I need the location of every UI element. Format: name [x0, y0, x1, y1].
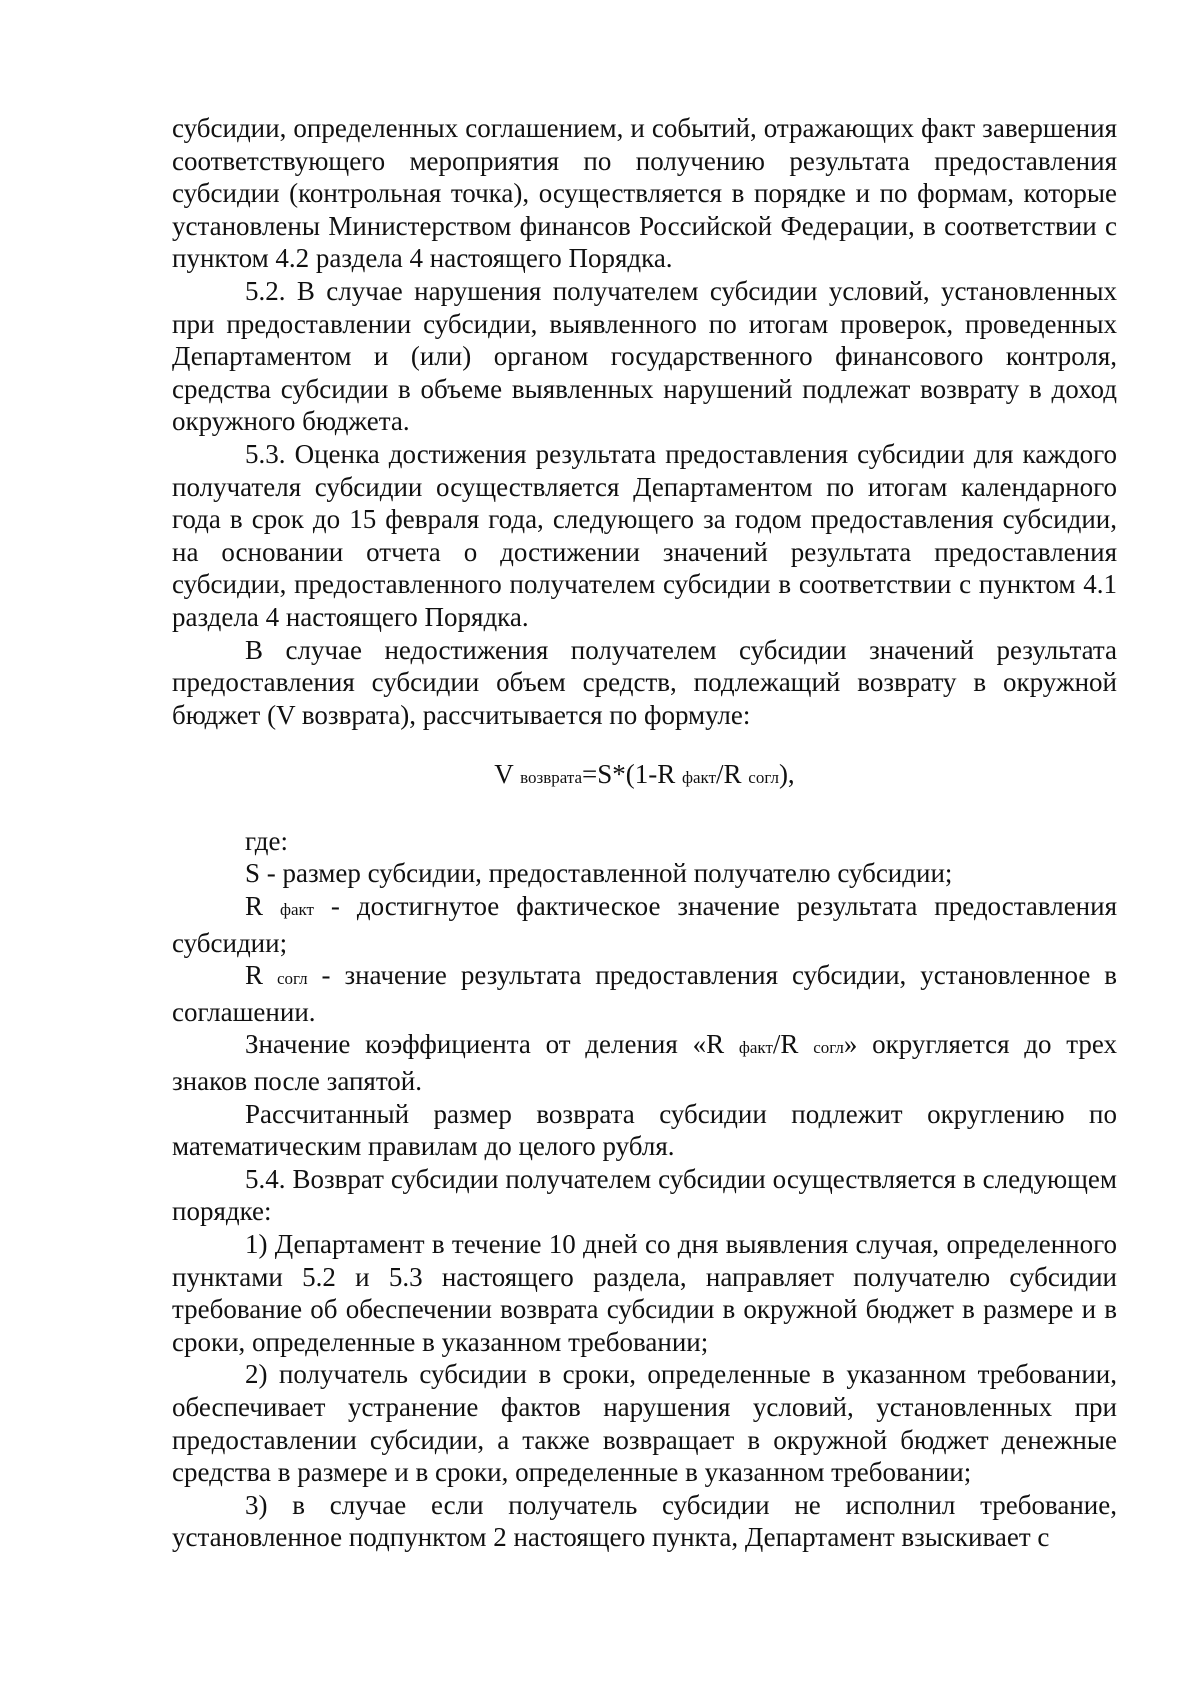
formula-r-fact-subscript: факт	[682, 768, 717, 788]
formula-slash: /R	[716, 759, 742, 790]
formula-end: ),	[778, 759, 795, 790]
paragraph-5-2: 5.2. В случае нарушения получателем субсидии условий, установленных при предоставлении субсидии, выявленного по итогам проверок, проведенных Департаментом и (или) органом государственного финансового контроля, средства субсидии в объеме выявленных нарушений подлежат возврату в доход окружного бюджета.	[172, 275, 1117, 437]
formula-v-subscript: возврата	[520, 768, 583, 788]
list-item-1: 1) Департамент в течение 10 дней со дня выявления случая, определенного пунктами 5.2 и 5.3 настоящего раздела, направляет получателю субсидии требование об обеспечении возврата субсидии в окружной бюджет в размере и в сроки, определенные в указанном требовании;	[172, 1229, 1117, 1357]
paragraph-5-4: 5.4. Возврат субсидии получателем субсидии осуществляется в следующем порядке:	[172, 1163, 1117, 1227]
definition-r-sogl	[172, 959, 1117, 1028]
coef-text-a: Значение коэффициента от деления «R	[245, 1029, 725, 1060]
paragraph-continuation: субсидии, определенных соглашением, и событий, отражающих факт завершения соответствующего мероприятия по получению результата предоставления субсидии (контрольная точка), осуществляется в порядке и по формам, которые установлены Министерством финансов Российской Федерации, в соответствии с пунктом 4.2 раздела 4 настоящего Порядка.	[172, 113, 1117, 274]
r-fact-subscript: факт	[279, 900, 314, 920]
paragraph-amount-rounding: Рассчитанный размер возврата субсидии подлежит округлению по математическим правилам до целого рубля.	[172, 1098, 1117, 1162]
r-sogl-text: - значение результата предоставления субсидии, установленное в соглашении.	[172, 960, 1118, 1027]
definition-s: S - размер субсидии, предоставленной получателю субсидии;	[245, 858, 953, 889]
coef-sogl-subscript: согл	[813, 1038, 844, 1058]
formula-v: V	[494, 759, 514, 790]
r-sogl-subscript: согл	[276, 969, 308, 989]
definition-r-fact	[172, 890, 1117, 959]
paragraph-return-formula-intro: В случае недостижения получателем субсидии значений результата предоставления субсидии объем средств, подлежащий возврату в окружной бюджет (V возврата), рассчитывается по формуле:	[172, 634, 1117, 730]
list-item-2: 2) получатель субсидии в сроки, определенные в указанном требовании, обеспечивает устранение фактов нарушения условий, установленных при предоставлении субсидии, а также возвращает в окружной бюджет денежные средства в размере и в сроки, определенные в указанном требовании;	[172, 1359, 1117, 1488]
paragraph-5-3: 5.3. Оценка достижения результата предоставления субсидии для каждого получателя субсидии осуществляется Департаментом по итогам календарного года в срок до 15 февраля года, следующего за годом предоставления субсидии, на основании отчета о достижении значений результата предоставления субсидии, предоставленного получателем субсидии в соответствии с пунктом 4.1 раздела 4 настоящего Порядка.	[172, 438, 1117, 632]
paragraph-coefficient-rounding	[172, 1028, 1117, 1097]
coef-text-b: /R	[772, 1029, 799, 1060]
formula-r-sogl-subscript: согл	[748, 768, 779, 788]
return-formula	[172, 758, 1117, 795]
formula-mid: =S*(1-R	[582, 759, 676, 790]
coef-text-c: » округляется до трех знаков после запятой.	[172, 1029, 1118, 1097]
r-fact-text: - достигнутое фактическое значение результата предоставления субсидии;	[172, 891, 1117, 958]
coef-fact-subscript: факт	[738, 1038, 773, 1058]
list-item-3: 3) в случае если получатель субсидии не исполнил требование, установленное подпунктом 2 настоящего пункта, Департамент взыскивает с	[172, 1489, 1117, 1553]
where-label: где:	[245, 825, 288, 856]
r-fact-symbol: R	[245, 891, 264, 922]
r-sogl-symbol: R	[245, 960, 264, 991]
document-page	[172, 112, 1117, 1554]
